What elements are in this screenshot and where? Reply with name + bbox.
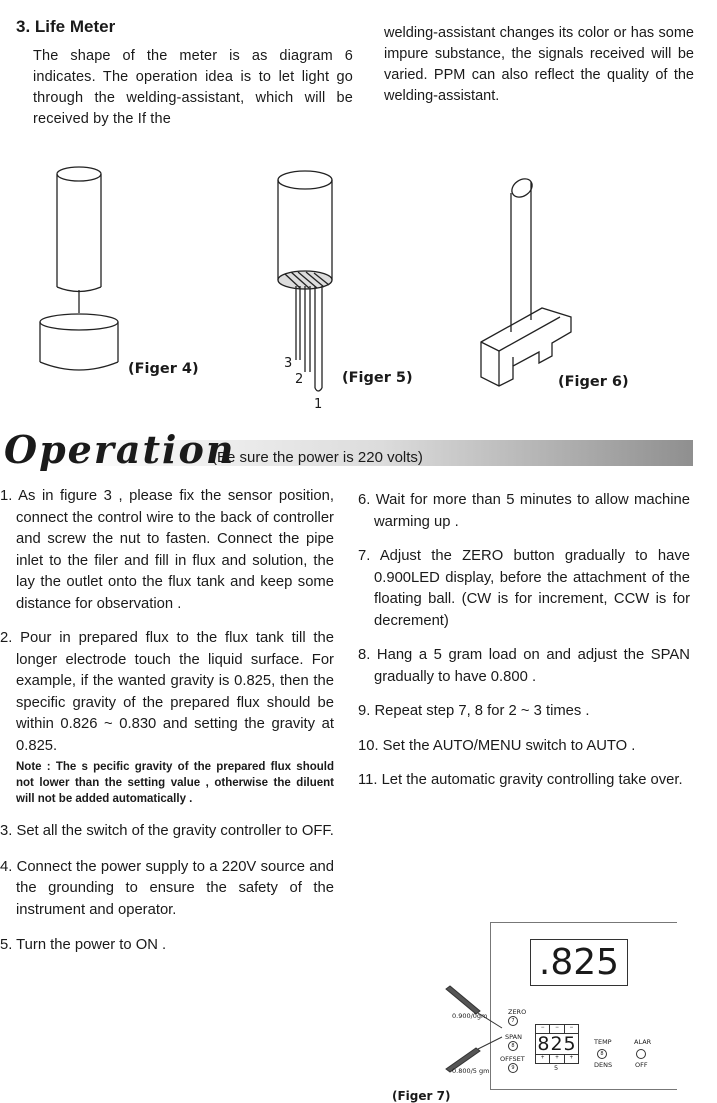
alarm-switch[interactable] <box>636 1049 646 1059</box>
step-5: 5. Turn the power to ON . <box>0 937 167 953</box>
step-7: 7. Adjust the ZERO button gradually to have 0.900LED display, before the attachment of the floating ball. (CW is for increment, CCW is for decrement) <box>358 548 690 629</box>
off-label: OFF <box>635 1061 648 1069</box>
step-6: 6. Wait for more than 5 minutes to allow machine warming up . <box>358 492 690 530</box>
step-1: 1. As in figure 3 , please fix the sensor position, connect the control wire to the back of controller and screw the nut to fasten. Connect the pipe inlet to the filer and fill in flux and solution, the lay the outlet onto the flux tank and keep some distance for observation . <box>0 488 334 612</box>
figure-6-label: (Figer 6) <box>558 374 629 390</box>
step-10: 10. Set the AUTO/MENU switch to AUTO . <box>358 737 636 754</box>
step-2: 2. Pour in prepared flux to the flux tank till the longer electrode touch the liquid surface. For example, if the wanted gravity is 0.825, then the specific gravity of the prepared flux should be within 0.826 ~ 0.830 and setting the gravity at 0.825. <box>0 630 334 754</box>
offset-knob[interactable]: 9 <box>508 1063 518 1073</box>
figure-5-pin-3: 3 <box>284 356 293 371</box>
operation-subtitle: (Be sure the power is 220 volts) <box>212 449 423 466</box>
figure-5-pin-2: 2 <box>295 372 304 387</box>
step-9: 9. Repeat step 7, 8 for 2 ~ 3 times . <box>358 703 590 719</box>
zero-knob-label: ZERO <box>508 1008 527 1016</box>
figure-6-drawing <box>481 175 571 386</box>
step-2-note: Note : The s pecific gravity of the prepared flux should not lower than the setting value , otherwise the diluent will not be added automatically . <box>16 761 334 805</box>
led-display: .825 <box>530 939 628 986</box>
zero-knob[interactable]: 7 <box>508 1016 518 1026</box>
step-8: 8. Hang a 5 gram load on and adjust the SPAN gradually to have 0.800 . <box>358 647 690 685</box>
figure-4-drawing <box>40 167 118 370</box>
offset-knob-label: OFFSET <box>500 1055 525 1063</box>
thumbwheel-value: 825 <box>537 1033 577 1055</box>
probe-zero-label: 0.900/0gm <box>452 1012 488 1020</box>
thumbwheel-num: 5 <box>554 1064 559 1072</box>
step-4: 4. Connect the power supply to a 220V source and the grounding to ensure the safety of the instrument and operator. <box>0 858 334 918</box>
steps-right-column <box>358 490 690 792</box>
temp-dens-switch[interactable]: 8 <box>597 1049 607 1059</box>
life-meter-heading: 3. Life Meter <box>16 17 116 36</box>
dens-label: DENS <box>594 1061 613 1069</box>
thumbwheel-switch[interactable]: − − − 825 + + + <box>535 1024 579 1064</box>
figure-7-label: (Figer 7) <box>392 1089 451 1103</box>
figure-4-label: (Figer 4) <box>128 361 199 377</box>
span-knob-label: SPAN <box>505 1033 522 1041</box>
step-11: 11. Let the automatic gravity controlling take over. <box>358 772 683 788</box>
operation-title: Operation <box>4 427 236 472</box>
temp-label: TEMP <box>594 1038 612 1046</box>
step-3: 3. Set all the switch of the gravity controller to OFF. <box>0 823 334 839</box>
span-knob[interactable]: 8 <box>508 1041 518 1051</box>
life-meter-paragraph-right: welding-assistant changes its color or has some impure substance, the signals received will be varied. PPM can also reflect the quality of the welding-assistant. <box>384 25 694 104</box>
life-meter-paragraph-left: The shape of the meter is as diagram 6 indicates. The operation idea is to let light go through the welding-assistant, which will be received by the If the <box>33 48 353 127</box>
figure-5-pin-1: 1 <box>314 397 323 412</box>
alarm-label: ALAR <box>634 1038 652 1046</box>
steps-left-column <box>0 486 334 957</box>
probe-span-label: 0.800/5 gm <box>452 1067 490 1075</box>
figure-5-label: (Figer 5) <box>342 370 413 386</box>
